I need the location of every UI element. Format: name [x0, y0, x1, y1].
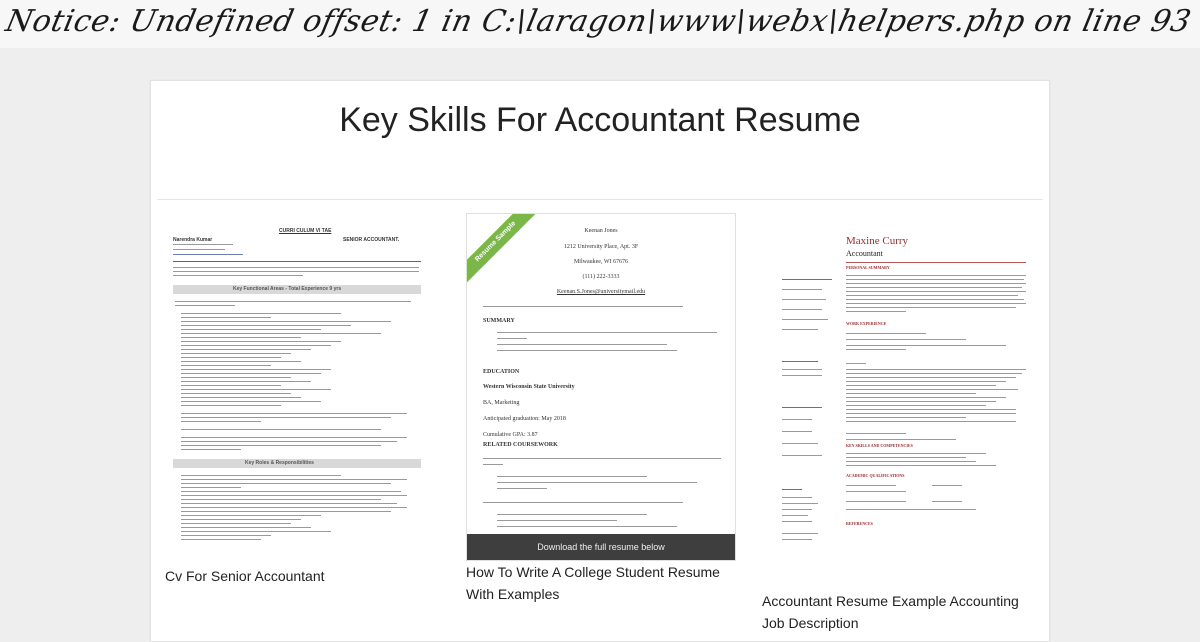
content-card [150, 80, 1050, 642]
doc3-section-references: REFERENCES [846, 521, 873, 526]
doc1-section2: Key Roles & Responsibilities [245, 460, 314, 466]
doc2-education-heading: EDUCATION [483, 369, 520, 375]
doc1-title: CURRI CULUM VI TAE [279, 228, 332, 234]
doc1-name: Narendra Kumar [173, 237, 213, 243]
resume-page-1 [173, 221, 421, 551]
resume-page-2 [467, 214, 735, 560]
doc3-role: Accountant [846, 249, 883, 258]
doc2-summary-heading: SUMMARY [483, 318, 515, 324]
download-full-resume-bar[interactable]: Download the full resume below [467, 534, 735, 560]
doc1-section1: Key Functional Areas - Total Experience 9 yrs [233, 286, 342, 292]
doc2-degree: BA, Marketing [483, 400, 520, 406]
doc3-section-academic: ACADEMIC QUALIFICATIONS [846, 473, 905, 478]
resume-thumbnail-2[interactable] [466, 213, 736, 561]
gallery-caption-2[interactable]: How To Write A College Student Resume With Examples [466, 564, 720, 602]
doc2-phone: (111) 222-3333 [582, 274, 620, 280]
gallery-item-3[interactable] [762, 221, 1042, 630]
gallery-item-1[interactable] [165, 211, 429, 587]
php-notice-text: Notice: Undefined offset: 1 in C:\laragon\www\webx\helpers.php on line 93 [2, 4, 1195, 39]
php-notice-bar [0, 0, 1200, 48]
doc1-position: SENIOR ACCOUNTANT. [343, 237, 400, 243]
doc3-section-summary: PERSONAL SUMMARY [846, 265, 890, 270]
doc3-section-work: WORK EXPERIENCE [846, 321, 887, 326]
doc3-name: Maxine Curry [846, 235, 909, 247]
title-divider [157, 199, 1043, 200]
page-title: Key Skills For Accountant Resume [339, 101, 861, 139]
doc2-grad: Anticipated graduation: May 2018 [483, 416, 566, 422]
doc2-city: Milwaukee, WI 67676 [573, 259, 629, 265]
resume-thumbnail-3[interactable] [762, 221, 1034, 586]
doc3-section-skills: KEY SKILLS AND COMPETENCIES [846, 443, 913, 448]
doc2-email: Keenan.S.Jones@universitymail.edu [556, 289, 646, 295]
gallery-caption-3[interactable]: Accountant Resume Example Accounting Job Description [762, 593, 1019, 631]
resume-page-3 [782, 229, 1032, 584]
gallery-caption-1[interactable]: Cv For Senior Accountant [165, 568, 325, 584]
doc2-address: 1212 University Place, Apt. 3F [563, 244, 639, 250]
resume-thumbnail-1[interactable] [165, 211, 429, 557]
doc2-school: Western Wisconsin State University [483, 384, 575, 390]
doc2-name: Keenan Jones [584, 228, 618, 234]
resume-sample-ribbon: Resume Sample [466, 213, 541, 287]
doc2-gpa: Cumulative GPA: 3.87 [483, 432, 538, 438]
doc2-coursework-heading: RELATED COURSEWORK [483, 442, 558, 448]
gallery-item-2[interactable] [466, 213, 736, 605]
